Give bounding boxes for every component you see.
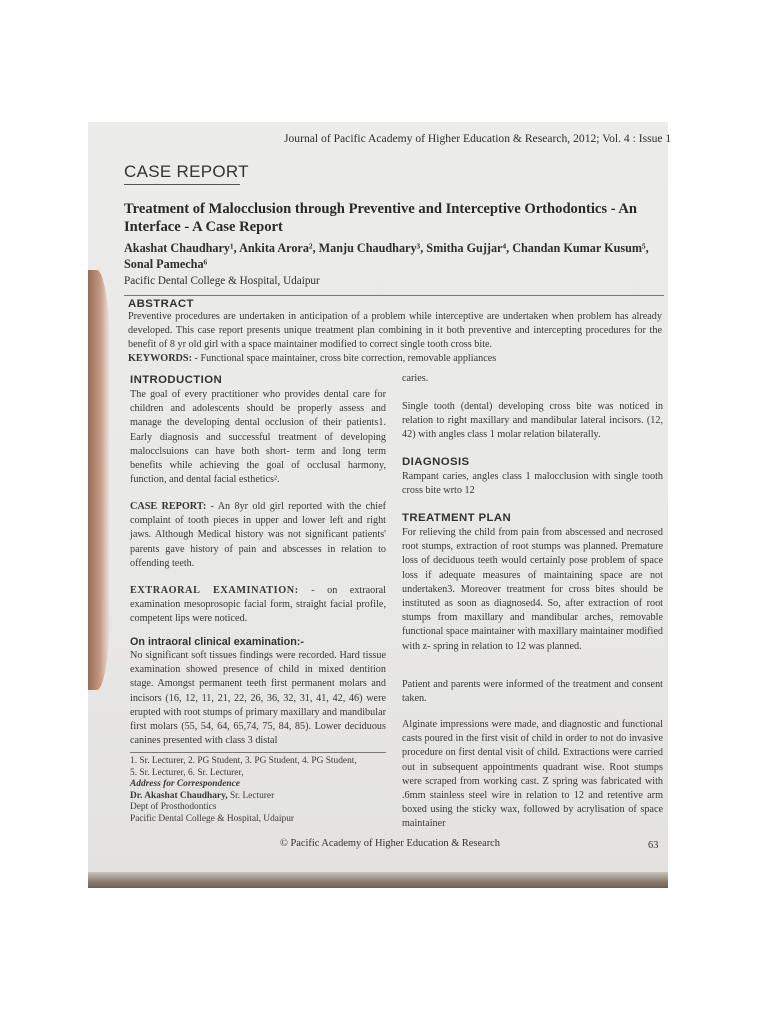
keywords-text: - Functional space maintainer, cross bite correction, removable appliances (191, 353, 497, 364)
page-bottom-edge (88, 872, 668, 888)
introduction-text: The goal of every practitioner who provides dental care for children and adolescents should be properly assess and manage the developing dental occlusion of their patients1. Early diagnosis and successful treatment of developing malocclsuions can have both short- term and long term benefits while achieving the goal of occlusal harmony, function, and dental facial esthetics². (130, 389, 386, 486)
footnote-roles-2: 5. Sr. Lecturer, 6. Sr. Lecturer, (130, 767, 244, 778)
diagnosis-text: Rampant caries, angles class 1 malocclusion with single tooth cross bite wrto 12 (402, 471, 663, 497)
intraoral-text: No significant soft tissues findings were recorded. Hard tissue examination showed presence of child in mixed dentition stage. Amongst permanent teeth first permanent molars and incisors (16, 12, 11, 21, 22, 26, 36, 32, 31, 41, 42, 46) were erupted with root stumps of primary maxillary and mandibular first molars (55, 54, 64, 65,74, 75, 84, 85). Lower deciduous canines presented with class 3 distal (130, 650, 386, 747)
footnotes (130, 756, 390, 826)
divider (124, 295, 664, 296)
abstract-text: Preventive procedures are undertaken in anticipation of a problem while interceptive are undertaken when problem has already developed. This case report presents unique treatment plan combining in it both preventive and intercepting procedures for the benefit of 8 yr old girl with a space maintainer modified to correct single tooth cross bite. (128, 311, 662, 351)
continued-text: caries. (402, 373, 429, 384)
correspondence-dept: Dept of Prosthodontics (130, 802, 217, 813)
diagnosis-heading: DIAGNOSIS (402, 456, 470, 468)
correspondence-label: Address for Correspondence (130, 779, 240, 790)
abstract-heading: ABSTRACT (128, 298, 194, 310)
case-report-paragraph (130, 500, 386, 571)
extraoral-label: EXTRAORAL EXAMINATION: (130, 585, 299, 596)
treatment-plan-text: For relieving the child from pain from abscessed and necrosed root stumps, extraction of root stumps was planned. Premature loss of deciduous teeth would certainly pose problem of space loss if adequate measures of maintaining space are not undertaken3. Moreover treatment for cross bites should be instituted as soon as diagnosed4. So, after extraction of root stumps from maxillary and mandibular arches, removable functional space maintainer with maxillary maintainer modified with z- spring in relation to 12 was planned. (402, 527, 663, 652)
article-type-underline (124, 184, 240, 185)
case-report-text: - An 8yr old girl reported with the chief complaint of tooth pieces in upper and lower left and right jaws. Although Medical history was not significant patients' parents gave history of pain and abscesses in relation to offending teeth. (130, 501, 387, 569)
article-title: Treatment of Malocclusion through Preventive and Interceptive Orthodontics - An Interface - A Case Report (124, 201, 638, 235)
treatment-plan-heading: TREATMENT PLAN (402, 512, 512, 524)
correspondence-name: Dr. Akashat Chaudhary, (130, 790, 228, 801)
author-list: Akashat Chaudhary¹, Ankita Arora², Manju Chaudhary³, Smitha Gujjar⁴, Chandan Kumar Kusum⁵, Sonal Pamecha⁶ (124, 241, 649, 271)
copyright-footer: © Pacific Academy of Higher Education & Research (280, 838, 500, 849)
consent-text: Patient and parents were informed of the treatment and consent taken. (402, 679, 663, 705)
single-tooth-text: Single tooth (dental) developing cross bite was noticed in relation to right maxillary and mandibular lateral incisors. (12, 42) with angles class 1 molar relation bilaterally. (402, 401, 663, 441)
intraoral-heading: On intraoral clinical examination:- (130, 636, 304, 648)
affiliation: Pacific Dental College & Hospital, Udaipur (124, 275, 320, 287)
footnote-roles-1: 1. Sr. Lecturer, 2. PG Student, 3. PG Student, 4. PG Student, (130, 756, 357, 766)
page-number: 63 (648, 840, 659, 851)
footnote-divider (130, 752, 386, 753)
case-report-label: CASE REPORT: (130, 501, 207, 512)
article-type: CASE REPORT (124, 162, 249, 181)
extraoral-text: - on extraoral examination mesoprosopic facial form, straight facial profile, competent lips were noticed. (130, 585, 386, 625)
thumb-holding-page (88, 270, 110, 690)
correspondence-college: Pacific Dental College & Hospital, Udaipur (130, 813, 295, 824)
journal-header: Journal of Pacific Academy of Higher Education & Research, 2012; Vol. 4 : Issue 1 (284, 132, 672, 145)
introduction-heading: INTRODUCTION (130, 374, 223, 386)
keywords-label: KEYWORDS: (128, 353, 192, 364)
alginate-text: Alginate impressions were made, and diagnostic and functional casts poured in the first visit of child in order to not do invasive procedure on first dental visit of child. Extractions were carried out in subsequent appointments quadrant wise. Root stumps were scraped from working cast. Z spring was fabricated with .6mm stainless steel wire in relation to 12 and retentive arm boxed using the sticky wax, followed by acrylisation of space maintainer (402, 719, 663, 830)
correspondence-name-line (130, 791, 390, 803)
correspondence-role: Sr. Lecturer (227, 790, 275, 801)
keywords (128, 352, 662, 366)
extraoral-paragraph (130, 584, 386, 627)
